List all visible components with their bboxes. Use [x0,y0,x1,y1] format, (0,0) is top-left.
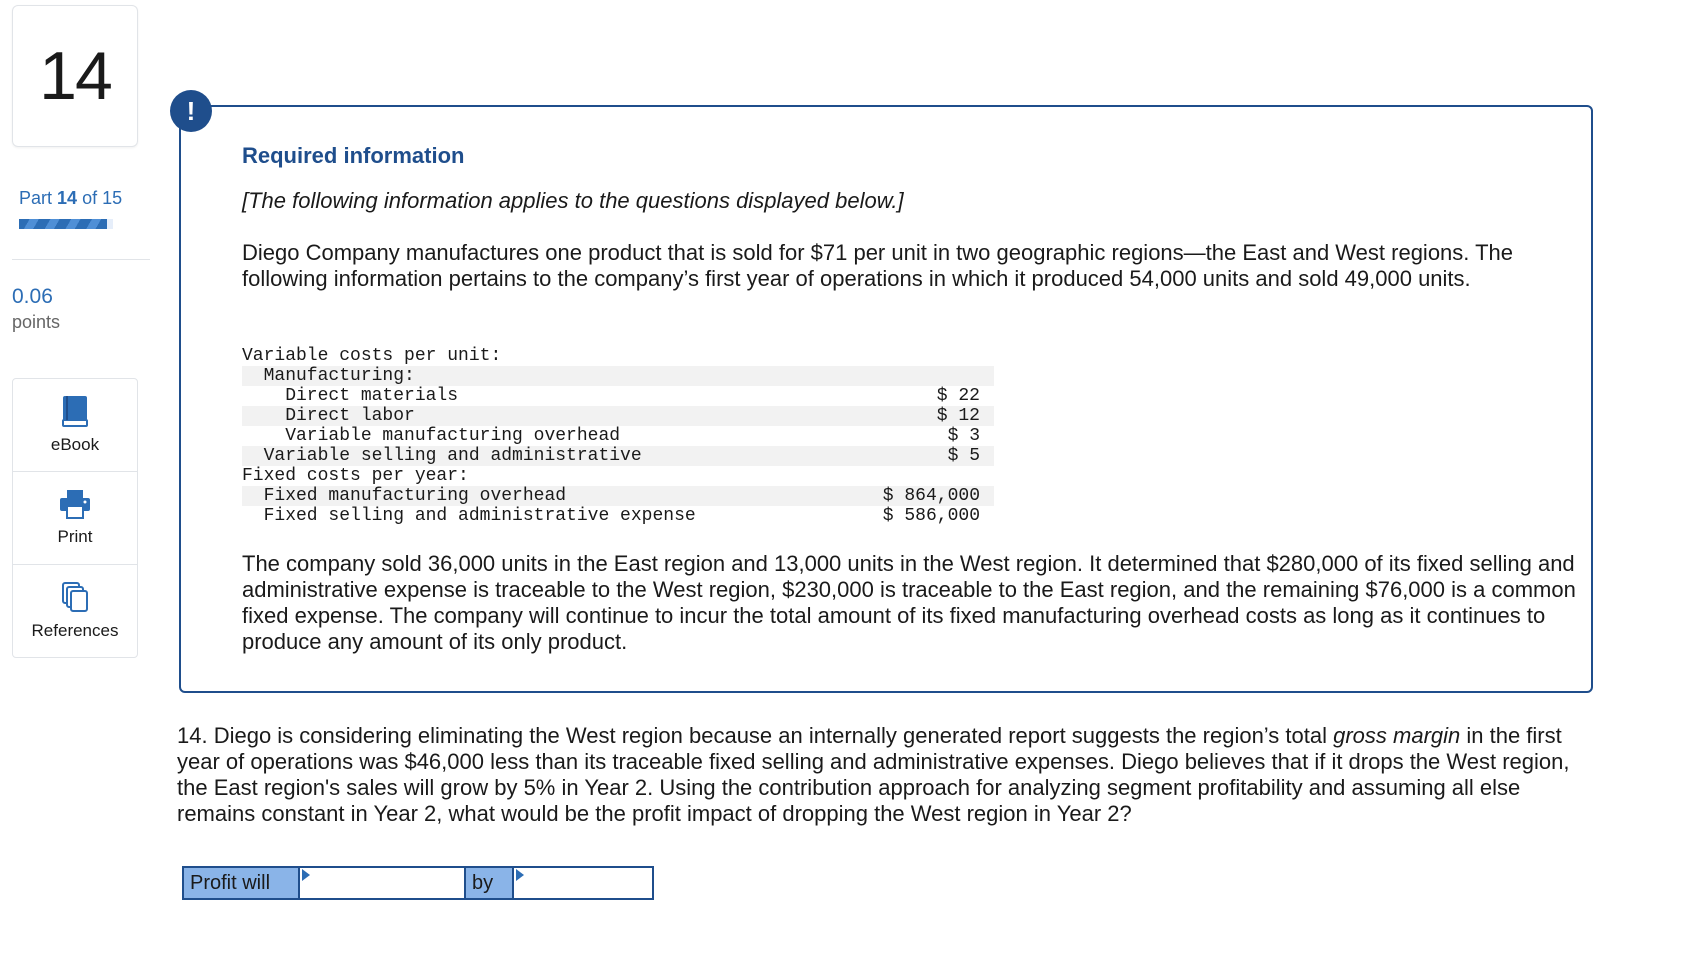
points-value: 0.06 [12,285,53,308]
cost-table-value: $ 3 [947,426,980,446]
alert-icon: ! [170,90,212,132]
points-label: points [12,312,61,332]
cost-table-row [242,346,994,366]
required-info-subtitle: [The following information applies to the questions displayed below.] [242,188,904,213]
part-prefix: Part [19,188,53,208]
cost-table-value [850,346,994,366]
required-info-title: Required information [242,143,465,168]
cost-table-row [242,426,994,446]
cost-table-value: $ 12 [936,406,980,426]
cost-table-value: $ 5 [947,446,980,466]
cost-table-row [242,366,994,386]
cost-table-label: Direct materials [242,386,459,406]
question-emphasis: gross margin [1333,723,1461,748]
cost-table [242,346,994,526]
info-paragraph-1: Diego Company manufactures one product that is sold for $71 per unit in two geographic regions—the East and West regions. The following information pertains to the company’s first year of operations in which it produced 54,000 units and sold 49,000 units. [242,240,1514,291]
question-number [12,5,138,147]
part-progress-fill [19,219,107,229]
ebook-button[interactable] [13,379,137,472]
question-part-2: in the first year of operations was $46,000 less than its traceable fixed selling and administrative expenses. Diego believes that if it drops the West region, the East region's sales will grow by 5% in Year 2. Using the contribution approach for analyzing segment profitability and assuming all else remains constant in Year 2, what would be the profit impact of dropping the West region in Year 2? [177,723,1570,826]
profit-amount-wrap [514,868,650,898]
cost-table-label: Fixed manufacturing overhead [242,486,567,506]
cost-table-value: $ 864,000 [882,486,980,506]
profit-amount-input[interactable] [514,868,650,898]
tools-panel [12,378,138,658]
printer-icon [58,489,92,519]
answer-row [182,866,654,900]
cost-table-label: Variable manufacturing overhead [242,426,621,446]
cost-table-label: Variable costs per unit: [242,346,502,366]
cost-table-label: Fixed selling and administrative expense [242,506,696,526]
ebook-label: eBook [50,435,100,454]
part-indicator [19,188,122,209]
cost-table-row [242,406,994,426]
part-current: 14 [57,188,78,208]
book-icon [60,395,90,427]
copy-icon [60,581,90,613]
references-button[interactable] [13,565,137,657]
cost-table-row [242,466,994,486]
cost-table-value: $ 586,000 [882,506,980,526]
cost-table-label: Variable selling and administrative [242,446,642,466]
info-paragraph-2: The company sold 36,000 units in the East region and 13,000 units in the West region. It determined that $280,000 of its fixed selling and administrative expense is traceable to the West region, $230,000 is traceable to the East region, and the remaining $76,000 is a common fixed expense. The company will continue to incur the total amount of its fixed manufacturing overhead costs as long as it continues to produce any amount of its only product. [242,551,1576,654]
cost-table-row [242,386,994,406]
cost-table-value: $ 22 [936,386,980,406]
print-button[interactable] [13,472,137,565]
cost-table-row [242,446,994,466]
question-part-1: 14. Diego is considering eliminating the West region because an internally generated report suggests the region’s total [177,723,1334,748]
cost-table-row [242,486,994,506]
references-label: References [31,621,119,640]
cost-table-label: Direct labor [242,406,415,426]
question-text [177,723,1597,827]
by-label: by [464,868,514,898]
print-label: Print [57,527,93,546]
profit-direction-input[interactable] [300,868,464,898]
cost-table-row [242,506,994,526]
profit-will-label: Profit will [184,868,300,898]
rail-divider [12,259,150,260]
profit-direction-select-wrap [300,868,464,898]
cost-table-value [850,466,994,486]
part-suffix: of 15 [82,188,123,208]
cost-table-label: Fixed costs per year: [242,466,469,486]
part-progress-bar [19,219,113,229]
question-number-text: 14 [39,38,111,114]
cost-table-label: Manufacturing: [242,366,415,386]
cost-table-value [850,366,994,386]
